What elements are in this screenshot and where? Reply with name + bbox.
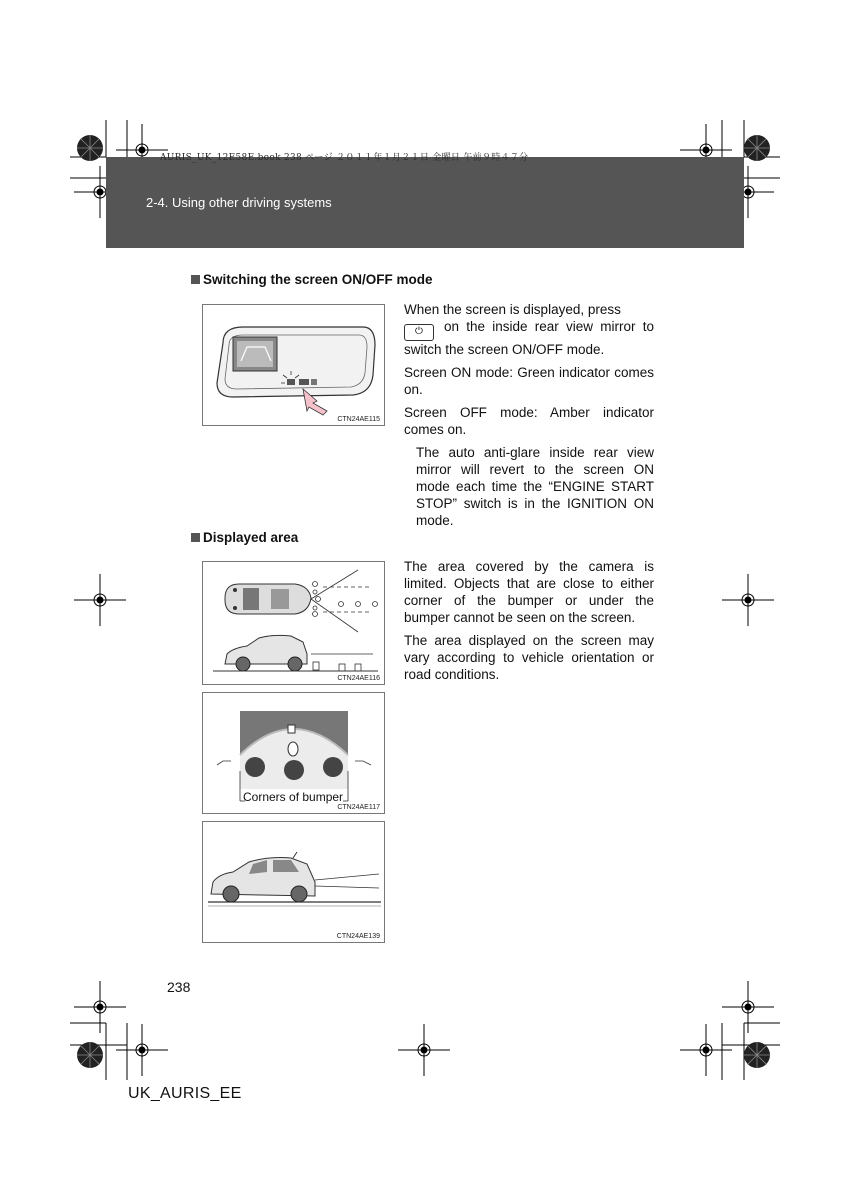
- figure-code: CTN24AE116: [337, 675, 380, 682]
- camera-range-illustration: [203, 562, 386, 686]
- para-screen-off: Screen OFF mode: Amber indicator comes on.: [404, 405, 654, 437]
- mirror-illustration: [203, 305, 386, 427]
- page-number: 238: [167, 979, 191, 995]
- figure-side-view: [202, 821, 385, 943]
- section-title: 2-4. Using other driving systems: [146, 195, 332, 210]
- heading-text: Displayed area: [203, 530, 299, 545]
- figure-bumper-corners: [202, 692, 385, 814]
- para-area-limited: The area covered by the camera is limited. Objects that are close to either corner of the bumper or under the bumper cannot be seen on the screen.: [404, 559, 654, 625]
- heading-text: Switching the screen ON/OFF mode: [203, 272, 433, 287]
- section1-text: [404, 301, 654, 535]
- figure-mirror: [202, 304, 385, 426]
- figure-code: CTN24AE139: [336, 933, 380, 940]
- section-heading-displayed-area: [191, 530, 298, 545]
- note-anti-glare: The auto anti-glare inside rear view mirror will revert to the screen ON mode each time the “ENGINE START STOP” switch is in the IGNITION ON mode.: [416, 445, 654, 528]
- para-screen-on: Screen ON mode: Green indicator comes on.: [404, 365, 654, 397]
- square-bullet-icon: [191, 275, 200, 284]
- section-heading-screen-mode: [191, 272, 433, 287]
- para-press-instruction: When the screen is displayed, press ⏻ on the inside rear view mirror to switch the screen ON/OFF mode.: [404, 302, 654, 357]
- square-bullet-icon: [191, 533, 200, 542]
- corners-of-bumper-label: Corners of bumper: [243, 790, 344, 804]
- section2-text: [404, 558, 654, 689]
- figure-camera-range: [202, 561, 385, 685]
- power-button-icon: ⏻: [404, 324, 434, 341]
- footer-doc-code: UK_AURIS_EE: [128, 1085, 242, 1102]
- side-view-illustration: [203, 822, 386, 944]
- para-area-varies: The area displayed on the screen may vary according to vehicle orientation or road conditions.: [404, 633, 654, 682]
- file-stamp: AURIS_UK_12E58E.book 238 ページ ２０１１年１月２１日 金曜日 午前９時４７分: [160, 153, 529, 163]
- figure-code: CTN24AE117: [337, 804, 380, 811]
- figure-code: CTN24AE115: [337, 416, 380, 423]
